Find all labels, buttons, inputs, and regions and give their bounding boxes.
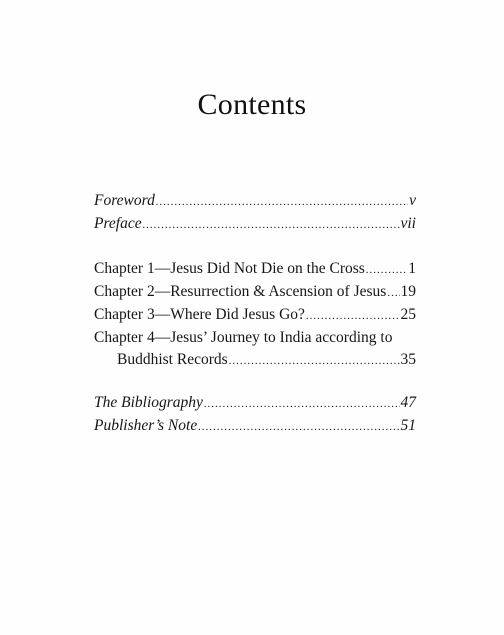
dot-leader bbox=[204, 393, 400, 415]
page-title: Contents bbox=[197, 88, 307, 121]
toc-entry-label: The Bibliography bbox=[94, 394, 203, 411]
dot-leader bbox=[229, 350, 400, 372]
toc-entry-label: Buddhist Records bbox=[117, 351, 228, 368]
toc-entry-page: 51 bbox=[400, 417, 416, 434]
toc-entry-page: 1 bbox=[408, 260, 416, 277]
dot-leader bbox=[198, 416, 399, 438]
toc-entry-label: Chapter 3—Where Did Jesus Go? bbox=[94, 306, 305, 323]
spacer bbox=[94, 372, 416, 392]
toc-entry-chapter-4-continued bbox=[94, 349, 416, 372]
dot-leader bbox=[156, 191, 408, 213]
toc-entry-page: 35 bbox=[400, 351, 416, 368]
toc-entry-page: vii bbox=[400, 215, 416, 232]
table-of-contents bbox=[94, 190, 416, 438]
toc-entry-preface bbox=[94, 213, 416, 236]
toc-entry-label: Chapter 1—Jesus Did Not Die on the Cross bbox=[94, 260, 365, 277]
toc-entry-chapter-2 bbox=[94, 281, 416, 304]
toc-entry-page: 25 bbox=[400, 306, 416, 323]
toc-entry-page: 47 bbox=[400, 394, 416, 411]
toc-entry-label: Chapter 2—Resurrection & Ascension of Jesus bbox=[94, 283, 387, 300]
dot-leader bbox=[387, 282, 399, 304]
toc-entry-label: Foreword bbox=[94, 192, 155, 209]
dot-leader bbox=[366, 259, 407, 281]
toc-entry-chapter-1 bbox=[94, 258, 416, 281]
dot-leader bbox=[306, 305, 400, 327]
toc-entry-label: Publisher’s Note bbox=[94, 417, 198, 434]
toc-entry-label: Preface bbox=[94, 215, 142, 232]
toc-entry-bibliography bbox=[94, 392, 416, 415]
toc-entry-page: 19 bbox=[400, 283, 416, 300]
toc-entry-chapter-4 bbox=[94, 327, 416, 349]
dot-leader bbox=[143, 214, 400, 236]
toc-entry-foreword bbox=[94, 190, 416, 213]
toc-entry-publishers-note bbox=[94, 415, 416, 438]
spacer bbox=[94, 236, 416, 258]
toc-entry-page: v bbox=[409, 192, 416, 209]
toc-entry-chapter-3 bbox=[94, 304, 416, 327]
toc-entry-label: Chapter 4—Jesus’ Journey to India according to bbox=[94, 329, 393, 346]
